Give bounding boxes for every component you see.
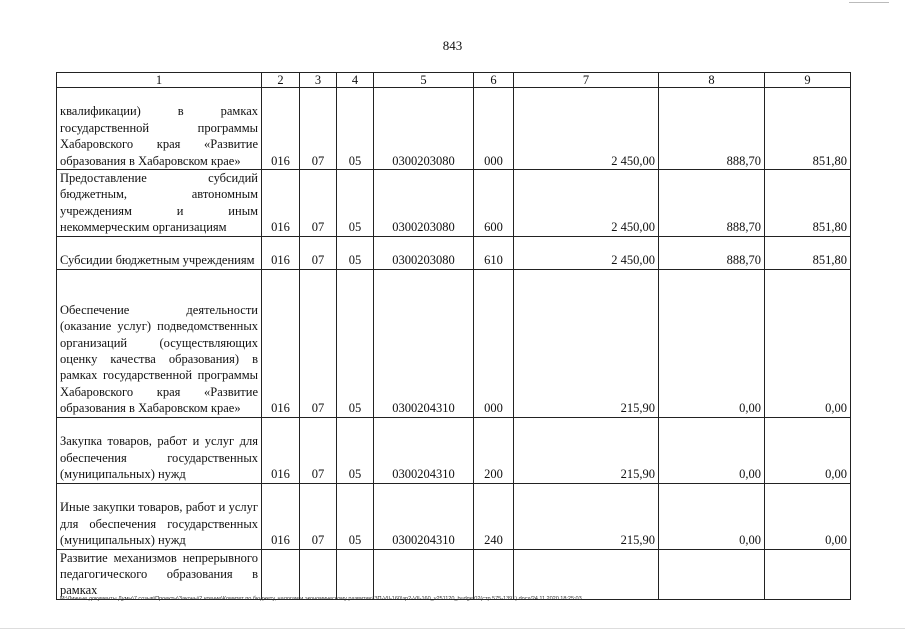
cell-subsection: 05 [337,417,374,483]
row-description: квалификации) в рамках государственной программы Хабаровского края «Развитие образования в Хабаровском крае» [57,88,262,170]
cell-subsection [337,549,374,599]
cell-amount-col8: 888,70 [659,236,765,269]
page-number: 843 [442,38,463,53]
col-header-3: 3 [300,73,337,88]
cell-amount-col7: 2 450,00 [514,236,659,269]
cell-amount-col8: 0,00 [659,417,765,483]
row-description: Предоставление субсидий бюджетным, автономным учреждениям и иным некоммерческим организациям [57,170,262,237]
table-row [57,417,851,483]
document-file-path-footer: M:\Личные документы Думы\7 созыв\Проекты\Законы\2 чтение\Комитет по бюджету, налогам и экономическому развитию\ЗП-VII-160\зр2-VII-160_v251120_budget02(стр 575-1391).docx/24.11.2020 18:25:03 [60,596,582,602]
row-description: Развитие механизмов непрерывного педагогического образования в рамках [57,549,262,599]
cell-amount-col9 [765,549,851,599]
row-description: Закупка товаров, работ и услуг для обеспечения государственных (муниципальных) нужд [57,417,262,483]
cell-ministry-code [262,549,300,599]
cell-amount-col9: 0,00 [765,417,851,483]
cell-target-article: 0300204310 [374,269,474,417]
table-row [57,549,851,599]
cell-amount-col7: 2 450,00 [514,170,659,237]
cell-amount-col7: 215,90 [514,269,659,417]
cell-expense-type [474,549,514,599]
cell-section: 07 [300,483,337,549]
cell-amount-col7: 2 450,00 [514,88,659,170]
col-header-6: 6 [474,73,514,88]
col-header-2: 2 [262,73,300,88]
cell-section: 07 [300,417,337,483]
table-row [57,88,851,170]
cell-amount-col8 [659,549,765,599]
cell-amount-col7 [514,549,659,599]
cell-subsection: 05 [337,88,374,170]
cell-subsection: 05 [337,269,374,417]
cell-expense-type: 610 [474,236,514,269]
cell-expense-type: 240 [474,483,514,549]
cell-amount-col9: 851,80 [765,88,851,170]
col-header-1: 1 [57,73,262,88]
cell-target-article: 0300204310 [374,483,474,549]
cell-expense-type: 000 [474,88,514,170]
cell-target-article: 0300203080 [374,236,474,269]
cell-ministry-code: 016 [262,88,300,170]
cell-amount-col9: 0,00 [765,483,851,549]
cell-amount-col9: 851,80 [765,170,851,237]
cell-subsection: 05 [337,236,374,269]
table-row [57,483,851,549]
cell-ministry-code: 016 [262,417,300,483]
cell-section: 07 [300,88,337,170]
cell-subsection: 05 [337,483,374,549]
table-row [57,269,851,417]
cell-ministry-code: 016 [262,170,300,237]
budget-table [56,72,851,600]
cell-amount-col9: 0,00 [765,269,851,417]
cell-subsection: 05 [337,170,374,237]
col-header-9: 9 [765,73,851,88]
cell-expense-type: 600 [474,170,514,237]
cell-section: 07 [300,269,337,417]
col-header-7: 7 [514,73,659,88]
table-row [57,236,851,269]
cell-amount-col8: 0,00 [659,269,765,417]
cell-amount-col8: 888,70 [659,170,765,237]
row-description: Обеспечение деятельности (оказание услуг) подведомственных организаций (осуществляющих оценку качества образования) в рамках государственной программы Хабаровского края «Развитие образования в Хабаровском крае» [57,269,262,417]
cell-target-article: 0300203080 [374,88,474,170]
cell-ministry-code: 016 [262,236,300,269]
col-header-4: 4 [337,73,374,88]
cell-ministry-code: 016 [262,269,300,417]
cell-target-article: 0300204310 [374,417,474,483]
cell-section: 07 [300,170,337,237]
cell-amount-col9: 851,80 [765,236,851,269]
cell-amount-col7: 215,90 [514,417,659,483]
cell-target-article: 0300203080 [374,170,474,237]
cell-ministry-code: 016 [262,483,300,549]
col-header-5: 5 [374,73,474,88]
cell-expense-type: 000 [474,269,514,417]
row-description: Субсидии бюджетным учреждениям [57,236,262,269]
scan-bottom-edge [0,628,905,629]
table-row [57,170,851,237]
row-description: Иные закупки товаров, работ и услуг для обеспечения государственных (муниципальных) нужд [57,483,262,549]
scan-edge-mark [849,2,889,3]
cell-expense-type: 200 [474,417,514,483]
cell-section [300,549,337,599]
cell-amount-col7: 215,90 [514,483,659,549]
cell-section: 07 [300,236,337,269]
column-number-row [57,73,851,88]
cell-amount-col8: 888,70 [659,88,765,170]
col-header-8: 8 [659,73,765,88]
cell-amount-col8: 0,00 [659,483,765,549]
cell-target-article [374,549,474,599]
